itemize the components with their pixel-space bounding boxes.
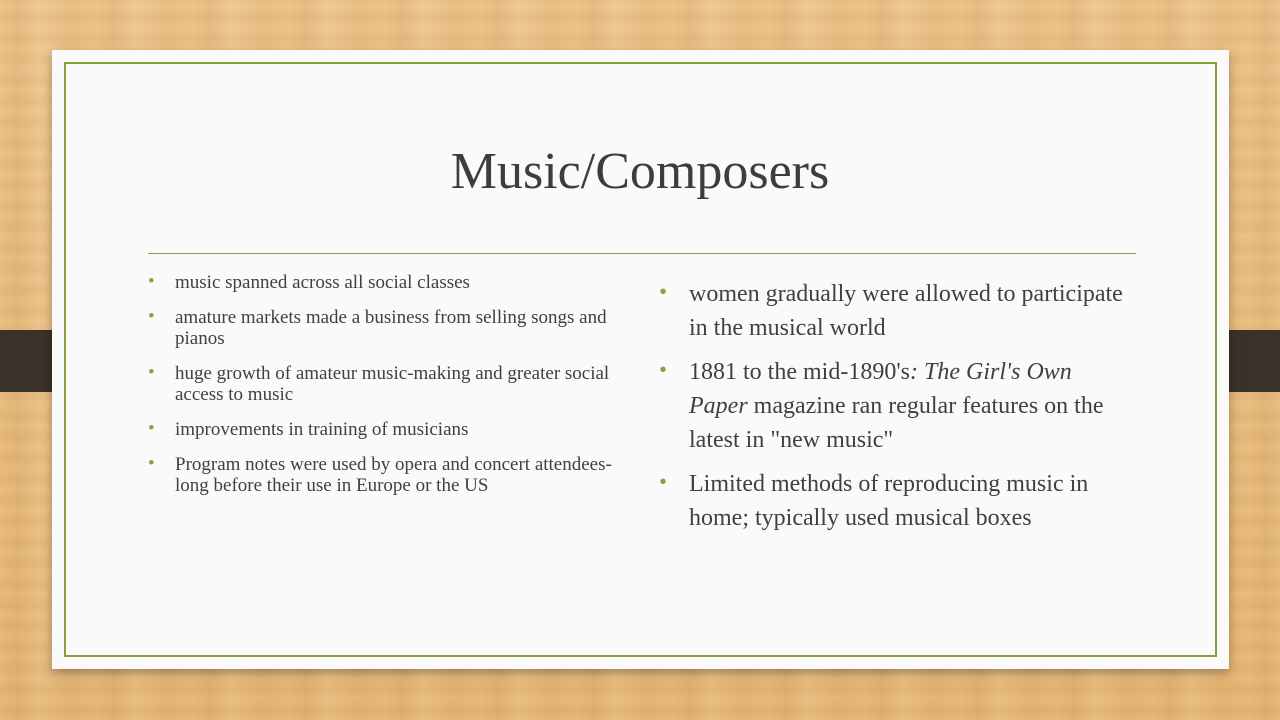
title-divider (148, 253, 1136, 254)
bullet-icon: • (148, 306, 155, 327)
list-item (148, 362, 625, 405)
list-item (148, 306, 625, 349)
list-item (148, 418, 625, 440)
bullet-icon: • (148, 418, 155, 439)
bullet-text: improvements in training of musicians (175, 419, 469, 440)
bullet-text-prefix: 1881 to the mid-1890's (689, 359, 910, 385)
bullet-text: music spanned across all social classes (175, 272, 470, 293)
right-bullet-list (659, 277, 1129, 545)
left-bullet-list (148, 271, 625, 510)
slide-title: Music/Composers (450, 143, 830, 200)
list-item (148, 271, 625, 293)
bullet-text-suffix: magazine ran regular features on the latest in "new music" (689, 393, 1104, 453)
bullet-icon: • (148, 271, 155, 292)
bullet-icon: • (659, 469, 668, 494)
bullet-text: Limited methods of reproducing music in home; typically used musical boxes (689, 471, 1089, 531)
list-item (659, 467, 1129, 535)
list-item (659, 277, 1129, 345)
bullet-icon: • (659, 279, 668, 304)
list-item (148, 453, 625, 496)
bullet-text: Program notes were used by opera and concert attendees- long before their use in Europe or the US (175, 454, 612, 496)
bullet-text: huge growth of amateur music-making and greater social access to music (175, 363, 610, 405)
bullet-text: women gradually were allowed to participate in the musical world (689, 281, 1123, 341)
magazine-title: The Girl's Own Paper (689, 359, 1072, 419)
bullet-text: amature markets made a business from selling songs and pianos (175, 307, 607, 349)
bullet-icon: • (148, 362, 155, 383)
list-item (659, 355, 1129, 457)
bullet-text-colon: : (909, 359, 924, 385)
bullet-icon: • (148, 453, 155, 474)
bullet-icon: • (659, 357, 668, 382)
